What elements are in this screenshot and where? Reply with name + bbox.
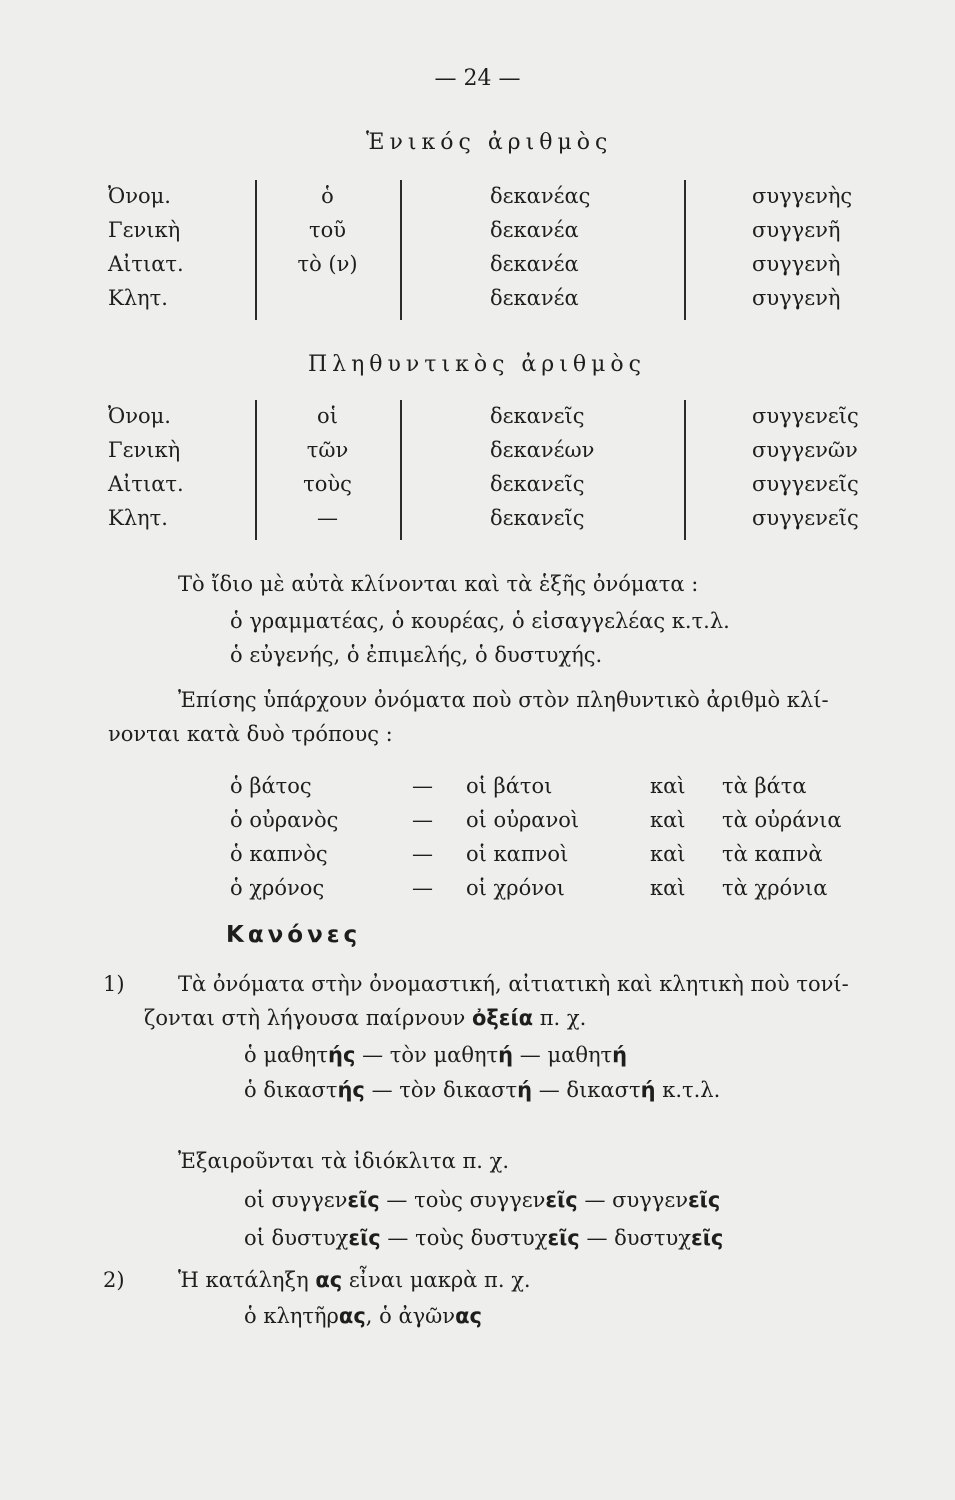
conjunction: καὶ [650, 774, 686, 798]
noun-form: δεκανεῖς [490, 472, 585, 496]
masculine-plural: οἱ καπνοὶ [466, 842, 569, 866]
rule-2-number: 2) [103, 1268, 125, 1292]
noun-form: δεκανεῖς [490, 404, 585, 428]
example-ending: εῖς [687, 1188, 721, 1212]
plural-heading: Πληθυντικὸς ἀριθμὸς [308, 352, 646, 377]
exception-example-1 [244, 1188, 720, 1212]
conjunction: καὶ [650, 876, 686, 900]
masculine-plural: οἱ βάτοι [466, 774, 553, 798]
noun-form: δεκανέων [490, 438, 595, 462]
singular-form: ὁ οὐρανὸς [230, 808, 339, 832]
example-ending: ή [612, 1043, 628, 1067]
case-label: Αἰτιατ. [108, 252, 184, 276]
article: τῶν [306, 438, 349, 462]
singular-form: ὁ χρόνος [230, 876, 325, 900]
example-word: , ὁ ἀγῶν [365, 1304, 456, 1328]
article: τοὺς [303, 472, 352, 496]
noun-form: δεκανέας [490, 184, 591, 208]
case-label: Γενικὴ [108, 438, 181, 462]
table-row [0, 438, 955, 468]
example-word: τοὺς δυστυχ [415, 1226, 548, 1250]
neuter-plural: τὰ οὐράνια [722, 808, 842, 832]
adjective-form: συγγενεῖς [752, 404, 859, 428]
example-tail: κ.τ.λ. [655, 1078, 721, 1102]
neuter-plural: τὰ βάτα [722, 774, 807, 798]
rule-2-text: Ἡ κατάληξη [178, 1268, 316, 1292]
dash: — [387, 1226, 409, 1250]
example-word: ὁ δικαστ [244, 1078, 338, 1102]
example-word: οἱ δυστυχ [244, 1226, 349, 1250]
table-row [0, 472, 955, 502]
table-row [0, 404, 955, 434]
rule-2-ending: ας [315, 1268, 343, 1292]
double-intro-line-1: Ἐπίσης ὑπάρχουν ὀνόματα ποὺ στὸν πληθυντικὸ ἀριθμὸ κλί- [178, 688, 829, 712]
example-word: δικαστ [566, 1078, 641, 1102]
example-word: τοὺς συγγεν [414, 1188, 546, 1212]
rule-1-line-1: Τὰ ὀνόματα στὴν ὀνομαστική, αἰτιατικὴ καὶ κλητικὴ ποὺ τονί- [178, 972, 849, 996]
article: τὸ (ν) [297, 252, 358, 276]
noun-form: δεκανέα [490, 218, 579, 242]
case-label: Κλητ. [108, 506, 168, 530]
table-row [0, 252, 955, 282]
example-word: τὸν δικαστ [399, 1078, 518, 1102]
example-word: τὸν μαθητ [389, 1043, 499, 1067]
example-ending: εῖς [691, 1226, 724, 1250]
exceptions-intro: Ἐξαιροῦνται τὰ ἰδιόκλιτα π. χ. [178, 1149, 510, 1173]
example-ending: εῖς [545, 1188, 578, 1212]
rule-2-line-1 [178, 1268, 531, 1292]
example-ending: ας [455, 1304, 482, 1328]
dash: — [584, 1188, 606, 1212]
dash: — [519, 1043, 541, 1067]
table-row [0, 218, 955, 248]
dash: — [412, 842, 433, 866]
rule-1-line-2-text: ζονται στὴ λήγουσα παίρνουν [144, 1006, 472, 1030]
adjective-form: συγγενῶν [752, 438, 858, 462]
conjunction: καὶ [650, 842, 686, 866]
example-ending: εῖς [347, 1188, 380, 1212]
case-label: Κλητ. [108, 286, 168, 310]
adjective-form: συγγενεῖς [752, 472, 859, 496]
dash: — [371, 1078, 393, 1102]
example-ending: ής [337, 1078, 365, 1102]
conjunction: καὶ [650, 808, 686, 832]
dash: — [538, 1078, 560, 1102]
rule-1-number: 1) [103, 972, 125, 996]
example-ending: εῖς [348, 1226, 381, 1250]
dash: — [386, 1188, 408, 1212]
example-ending: ας [338, 1304, 366, 1328]
similar-intro: Τὸ ἴδιο μὲ αὐτὰ κλίνονται καὶ τὰ ἑξῆς ὀνόματα : [178, 572, 699, 596]
table-row [0, 184, 955, 214]
example-word: οἱ συγγεν [244, 1188, 348, 1212]
article: τοῦ [308, 218, 347, 242]
page-number: — 24 — [434, 66, 521, 91]
example-word: ὁ κλητῆρ [244, 1304, 339, 1328]
rule-1-example-1 [244, 1043, 627, 1067]
dash: — [362, 1043, 384, 1067]
singular-heading: Ἑνικός ἀριθμὸς [366, 130, 613, 155]
adjective-form: συγγενὴ [752, 286, 841, 310]
masculine-plural: οἱ οὐρανοὶ [466, 808, 580, 832]
dash: — [412, 774, 433, 798]
adjective-form: συγγενὴς [752, 184, 853, 208]
exception-example-2 [244, 1226, 723, 1250]
rule-2-tail: εἶναι μακρὰ π. χ. [342, 1268, 531, 1292]
article: ὁ [321, 184, 334, 208]
singular-form: ὁ βάτος [230, 774, 312, 798]
example-ending: ής [328, 1043, 356, 1067]
dash: — [412, 808, 433, 832]
similar-line-2: ὁ εὐγενής, ὁ ἐπιμελής, ὁ δυστυχής. [230, 643, 603, 667]
rules-heading: Κανόνες [226, 922, 362, 948]
example-ending: ή [498, 1043, 514, 1067]
adjective-form: συγγενὴ [752, 252, 841, 276]
noun-form: δεκανέα [490, 286, 579, 310]
noun-form: δεκανέα [490, 252, 579, 276]
table-row [0, 506, 955, 536]
case-label: Αἰτιατ. [108, 472, 184, 496]
example-ending: εῖς [547, 1226, 580, 1250]
case-label: Ὀνομ. [108, 184, 171, 208]
dash: — [412, 876, 433, 900]
adjective-form: συγγενῆ [752, 218, 841, 242]
example-word: συγγεν [612, 1188, 688, 1212]
article: — [317, 506, 338, 530]
table-row [0, 286, 955, 316]
example-ending: ή [517, 1078, 533, 1102]
example-word: δυστυχ [614, 1226, 691, 1250]
rule-1-example-2 [244, 1078, 720, 1102]
dash: — [586, 1226, 608, 1250]
adjective-form: συγγενεῖς [752, 506, 859, 530]
rule-1-line-2-tail: π. χ. [533, 1006, 587, 1030]
similar-line-1: ὁ γραμματέας, ὁ κουρέας, ὁ εἰσαγγελέας κ.τ.λ. [230, 609, 730, 633]
noun-form: δεκανεῖς [490, 506, 585, 530]
neuter-plural: τὰ χρόνια [722, 876, 828, 900]
double-intro-line-2: νονται κατὰ δυὸ τρόπους : [108, 722, 393, 746]
neuter-plural: τὰ καπνὰ [722, 842, 823, 866]
rule-1-line-2 [144, 1006, 586, 1030]
singular-form: ὁ καπνὸς [230, 842, 328, 866]
example-word: μαθητ [547, 1043, 613, 1067]
example-ending: ή [640, 1078, 656, 1102]
article: οἱ [317, 404, 338, 428]
rule-2-example [244, 1304, 482, 1328]
rule-1-emphasis: ὀξεία [471, 1006, 534, 1030]
example-word: ὁ μαθητ [244, 1043, 328, 1067]
case-label: Ὀνομ. [108, 404, 171, 428]
case-label: Γενικὴ [108, 218, 181, 242]
masculine-plural: οἱ χρόνοι [466, 876, 565, 900]
